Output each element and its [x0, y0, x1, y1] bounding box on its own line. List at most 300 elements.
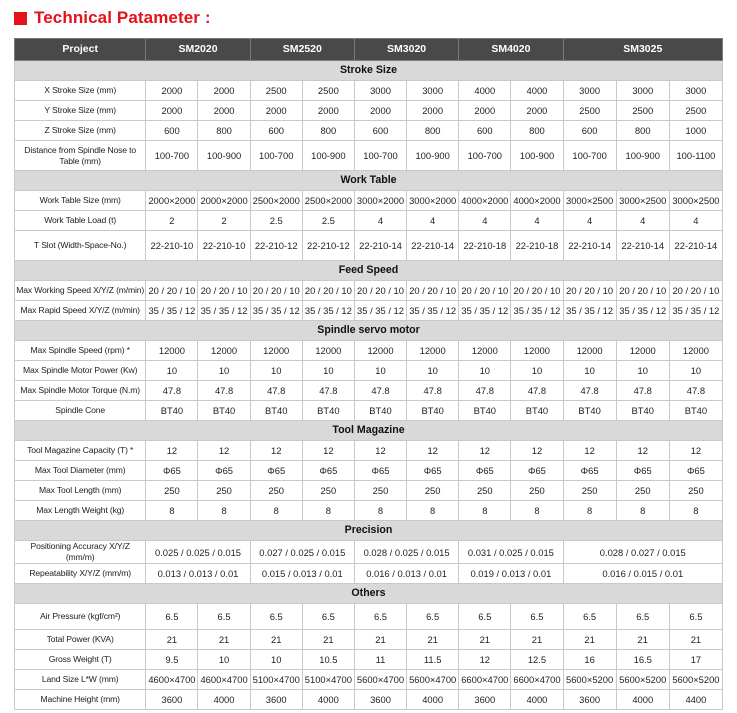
table-cell: 10 — [616, 361, 669, 381]
table-cell: 22-210-18 — [459, 231, 511, 261]
row-label: Max Working Speed X/Y/Z (m/min) — [15, 281, 146, 301]
table-cell: 4600×4700 — [198, 670, 250, 690]
table-cell: 22-210-18 — [511, 231, 563, 261]
table-cell: 8 — [198, 501, 250, 521]
row-label: X Stroke Size (mm) — [15, 81, 146, 101]
section-title: Others — [15, 584, 723, 604]
table-cell: 22-210-14 — [563, 231, 616, 261]
table-cell: 35 / 35 / 12 — [459, 301, 511, 321]
section-header-row — [15, 261, 723, 281]
table-cell: Φ65 — [407, 461, 459, 481]
table-cell: 3600 — [250, 690, 302, 710]
table-cell: 21 — [250, 630, 302, 650]
table-row — [15, 141, 723, 171]
table-cell: 21 — [563, 630, 616, 650]
table-cell: 10 — [563, 361, 616, 381]
table-cell: 22-210-14 — [669, 231, 722, 261]
table-cell: Φ65 — [146, 461, 198, 481]
table-cell: 47.8 — [146, 381, 198, 401]
table-cell: 16 — [563, 650, 616, 670]
table-cell: 5600×4700 — [407, 670, 459, 690]
table-cell: 250 — [302, 481, 354, 501]
table-cell: 21 — [616, 630, 669, 650]
table-row — [15, 191, 723, 211]
table-cell: 12 — [250, 441, 302, 461]
table-cell: 20 / 20 / 10 — [250, 281, 302, 301]
table-cell: 3600 — [146, 690, 198, 710]
table-cell: Φ65 — [563, 461, 616, 481]
table-header — [15, 39, 723, 61]
table-cell: 20 / 20 / 10 — [407, 281, 459, 301]
table-cell: 0.015 / 0.013 / 0.01 — [250, 564, 354, 584]
table-cell: 47.8 — [354, 381, 406, 401]
table-cell: 0.025 / 0.025 / 0.015 — [146, 541, 250, 564]
table-cell: 20 / 20 / 10 — [354, 281, 406, 301]
table-cell: 21 — [669, 630, 722, 650]
table-cell: 3000×2500 — [563, 191, 616, 211]
table-cell: Φ65 — [354, 461, 406, 481]
table-cell: 22-210-10 — [146, 231, 198, 261]
table-row — [15, 541, 723, 564]
table-cell: 600 — [146, 121, 198, 141]
table-row — [15, 650, 723, 670]
table-cell: 6.5 — [302, 604, 354, 630]
section-title: Spindle servo motor — [15, 321, 723, 341]
table-cell: 6600×4700 — [459, 670, 511, 690]
table-cell: 4 — [407, 211, 459, 231]
table-cell: 100-900 — [616, 141, 669, 171]
table-cell: 250 — [669, 481, 722, 501]
table-row — [15, 341, 723, 361]
table-row — [15, 604, 723, 630]
table-cell: 8 — [511, 501, 563, 521]
table-cell: 47.8 — [511, 381, 563, 401]
table-cell: 5600×5200 — [563, 670, 616, 690]
table-cell: BT40 — [407, 401, 459, 421]
table-cell: 2500 — [616, 101, 669, 121]
table-cell: 100-900 — [511, 141, 563, 171]
table-cell: 22-210-12 — [302, 231, 354, 261]
table-cell: 100-700 — [459, 141, 511, 171]
table-cell: 20 / 20 / 10 — [669, 281, 722, 301]
table-cell: 5600×5200 — [616, 670, 669, 690]
table-cell: Φ65 — [511, 461, 563, 481]
table-cell: 100-700 — [250, 141, 302, 171]
row-label: Max Spindle Motor Power (Kw) — [15, 361, 146, 381]
table-cell: 4000 — [511, 690, 563, 710]
table-cell: 47.8 — [563, 381, 616, 401]
table-cell: 3000×2000 — [354, 191, 406, 211]
table-cell: 47.8 — [459, 381, 511, 401]
table-cell: 0.016 / 0.013 / 0.01 — [354, 564, 458, 584]
table-cell: 6.5 — [354, 604, 406, 630]
table-cell: 47.8 — [302, 381, 354, 401]
table-cell: 5600×5200 — [669, 670, 722, 690]
table-cell: 6.5 — [669, 604, 722, 630]
table-row — [15, 630, 723, 650]
row-label: Max Spindle Motor Torque (N.m) — [15, 381, 146, 401]
table-row — [15, 564, 723, 584]
table-cell: 10 — [354, 361, 406, 381]
table-cell: 3000 — [354, 81, 406, 101]
table-cell: 20 / 20 / 10 — [616, 281, 669, 301]
section-title: Work Table — [15, 171, 723, 191]
table-cell: 250 — [511, 481, 563, 501]
table-cell: 3000 — [616, 81, 669, 101]
table-row — [15, 381, 723, 401]
table-cell: 2000 — [198, 101, 250, 121]
table-row — [15, 401, 723, 421]
table-cell: 6.5 — [616, 604, 669, 630]
red-square-icon — [14, 12, 27, 25]
table-cell: 35 / 35 / 12 — [250, 301, 302, 321]
table-row — [15, 690, 723, 710]
table-cell: 12000 — [146, 341, 198, 361]
table-cell: 600 — [459, 121, 511, 141]
table-cell: 12000 — [511, 341, 563, 361]
table-cell: 20 / 20 / 10 — [459, 281, 511, 301]
table-cell: 4 — [459, 211, 511, 231]
table-cell: 6.5 — [511, 604, 563, 630]
table-cell: 4 — [669, 211, 722, 231]
table-cell: 12000 — [669, 341, 722, 361]
table-cell: 12000 — [198, 341, 250, 361]
table-cell: 2000 — [459, 101, 511, 121]
table-cell: 8 — [616, 501, 669, 521]
table-cell: Φ65 — [302, 461, 354, 481]
table-cell: 12.5 — [511, 650, 563, 670]
table-cell: 8 — [146, 501, 198, 521]
table-cell: 2.5 — [250, 211, 302, 231]
table-cell: 35 / 35 / 12 — [198, 301, 250, 321]
table-cell: 1000 — [669, 121, 722, 141]
section-header-row — [15, 321, 723, 341]
table-cell: BT40 — [250, 401, 302, 421]
table-cell: BT40 — [354, 401, 406, 421]
table-row — [15, 361, 723, 381]
row-label: Tool Magazine Capacity (T) * — [15, 441, 146, 461]
table-cell: 0.028 / 0.025 / 0.015 — [354, 541, 458, 564]
table-cell: 4000 — [459, 81, 511, 101]
table-cell: 20 / 20 / 10 — [563, 281, 616, 301]
table-cell: 22-210-10 — [198, 231, 250, 261]
row-label: Max Spindle Speed (rpm) * — [15, 341, 146, 361]
heading-title: Technical Patameter : — [34, 8, 211, 27]
table-cell: 35 / 35 / 12 — [302, 301, 354, 321]
table-cell: 250 — [198, 481, 250, 501]
table-cell: 20 / 20 / 10 — [146, 281, 198, 301]
table-row — [15, 81, 723, 101]
table-cell: BT40 — [616, 401, 669, 421]
model-header: SM3025 — [563, 39, 722, 61]
spec-table — [14, 38, 723, 710]
table-cell: 0.016 / 0.015 / 0.01 — [563, 564, 722, 584]
row-label: Max Tool Diameter (mm) — [15, 461, 146, 481]
table-cell: 800 — [198, 121, 250, 141]
row-label: Work Table Size (mm) — [15, 191, 146, 211]
row-label: Max Length Weight (kg) — [15, 501, 146, 521]
table-cell: 250 — [354, 481, 406, 501]
table-row — [15, 211, 723, 231]
table-cell: 12000 — [459, 341, 511, 361]
project-header: Project — [15, 39, 146, 61]
table-cell: 250 — [459, 481, 511, 501]
table-cell: 10.5 — [302, 650, 354, 670]
table-cell: 4 — [616, 211, 669, 231]
table-cell: 100-1100 — [669, 141, 722, 171]
row-label: Total Power (KVA) — [15, 630, 146, 650]
table-cell: 2000 — [250, 101, 302, 121]
section-title: Tool Magazine — [15, 421, 723, 441]
row-label: Z Stroke Size (mm) — [15, 121, 146, 141]
table-cell: 22-210-12 — [250, 231, 302, 261]
table-cell: 100-900 — [198, 141, 250, 171]
table-cell: 2000 — [354, 101, 406, 121]
table-cell: 35 / 35 / 12 — [354, 301, 406, 321]
table-cell: 2 — [198, 211, 250, 231]
table-cell: 12 — [459, 650, 511, 670]
table-cell: BT40 — [511, 401, 563, 421]
table-cell: BT40 — [198, 401, 250, 421]
table-cell: 4400 — [669, 690, 722, 710]
table-cell: 4600×4700 — [146, 670, 198, 690]
section-header-row — [15, 171, 723, 191]
table-cell: 250 — [250, 481, 302, 501]
table-cell: 35 / 35 / 12 — [616, 301, 669, 321]
row-label: Gross Weight (T) — [15, 650, 146, 670]
table-cell: 4000×2000 — [459, 191, 511, 211]
table-row — [15, 281, 723, 301]
table-cell: 600 — [354, 121, 406, 141]
table-cell: 35 / 35 / 12 — [669, 301, 722, 321]
table-cell: 800 — [302, 121, 354, 141]
table-cell: 11 — [354, 650, 406, 670]
table-cell: 21 — [511, 630, 563, 650]
table-cell: 10 — [459, 361, 511, 381]
table-cell: 21 — [459, 630, 511, 650]
table-row — [15, 461, 723, 481]
table-cell: 6600×4700 — [511, 670, 563, 690]
table-cell: 3000×2500 — [669, 191, 722, 211]
table-cell: 2500 — [563, 101, 616, 121]
table-cell: 2500 — [669, 101, 722, 121]
table-cell: 35 / 35 / 12 — [407, 301, 459, 321]
table-cell: 4000 — [302, 690, 354, 710]
table-cell: 2.5 — [302, 211, 354, 231]
table-cell: 4000 — [407, 690, 459, 710]
table-cell: 4 — [354, 211, 406, 231]
table-cell: 20 / 20 / 10 — [302, 281, 354, 301]
table-cell: 3000 — [407, 81, 459, 101]
table-cell: 3600 — [459, 690, 511, 710]
table-cell: 12 — [669, 441, 722, 461]
table-cell: 4000 — [511, 81, 563, 101]
table-cell: 12 — [302, 441, 354, 461]
table-row — [15, 670, 723, 690]
row-label: Air Pressure (kgf/cm²) — [15, 604, 146, 630]
table-cell: 250 — [616, 481, 669, 501]
table-cell: 10 — [198, 361, 250, 381]
table-cell: 2000 — [302, 101, 354, 121]
row-label: Spindle Cone — [15, 401, 146, 421]
table-cell: 22-210-14 — [616, 231, 669, 261]
table-cell: 6.5 — [250, 604, 302, 630]
table-cell: 3000×2500 — [616, 191, 669, 211]
table-cell: 4 — [511, 211, 563, 231]
table-cell: 21 — [354, 630, 406, 650]
table-cell: 21 — [407, 630, 459, 650]
table-cell: 22-210-14 — [354, 231, 406, 261]
table-cell: 6.5 — [459, 604, 511, 630]
table-cell: 47.8 — [616, 381, 669, 401]
table-cell: BT40 — [302, 401, 354, 421]
table-cell: Φ65 — [616, 461, 669, 481]
table-cell: 600 — [563, 121, 616, 141]
table-cell: 800 — [511, 121, 563, 141]
table-cell: 250 — [407, 481, 459, 501]
section-header-row — [15, 61, 723, 81]
model-header: SM4020 — [459, 39, 563, 61]
table-cell: 800 — [616, 121, 669, 141]
table-cell: 2500 — [250, 81, 302, 101]
table-row — [15, 121, 723, 141]
row-label: Machine Height (mm) — [15, 690, 146, 710]
table-cell: BT40 — [146, 401, 198, 421]
table-cell: 20 / 20 / 10 — [198, 281, 250, 301]
table-cell: 8 — [669, 501, 722, 521]
table-row — [15, 501, 723, 521]
table-cell: 3600 — [354, 690, 406, 710]
table-row — [15, 301, 723, 321]
table-row — [15, 231, 723, 261]
table-cell: 600 — [250, 121, 302, 141]
table-cell: 4 — [563, 211, 616, 231]
table-cell: 12000 — [250, 341, 302, 361]
table-cell: 0.019 / 0.013 / 0.01 — [459, 564, 563, 584]
table-cell: 12000 — [407, 341, 459, 361]
table-cell: 6.5 — [407, 604, 459, 630]
table-cell: 12000 — [354, 341, 406, 361]
table-cell: 100-700 — [354, 141, 406, 171]
table-cell: 12 — [616, 441, 669, 461]
row-label: Land Size L*W (mm) — [15, 670, 146, 690]
table-cell: 0.013 / 0.013 / 0.01 — [146, 564, 250, 584]
table-cell: 12 — [198, 441, 250, 461]
table-cell: 2000×2000 — [198, 191, 250, 211]
table-cell: 12000 — [616, 341, 669, 361]
table-cell: 8 — [302, 501, 354, 521]
table-cell: 2000 — [146, 81, 198, 101]
table-cell: 2500 — [302, 81, 354, 101]
section-title: Precision — [15, 521, 723, 541]
table-cell: 10 — [198, 650, 250, 670]
table-cell: 800 — [407, 121, 459, 141]
table-cell: 4000 — [616, 690, 669, 710]
table-cell: 10 — [669, 361, 722, 381]
table-cell: 100-700 — [146, 141, 198, 171]
table-cell: 5600×4700 — [354, 670, 406, 690]
row-label: Y Stroke Size (mm) — [15, 101, 146, 121]
table-cell: 16.5 — [616, 650, 669, 670]
table-cell: 5100×4700 — [250, 670, 302, 690]
table-cell: 3000×2000 — [407, 191, 459, 211]
table-cell: 6.5 — [563, 604, 616, 630]
section-header-row — [15, 421, 723, 441]
table-cell: 22-210-14 — [407, 231, 459, 261]
section-title: Feed Speed — [15, 261, 723, 281]
table-cell: 6.5 — [198, 604, 250, 630]
table-cell: 2 — [146, 211, 198, 231]
table-cell: 35 / 35 / 12 — [146, 301, 198, 321]
table-cell: 35 / 35 / 12 — [563, 301, 616, 321]
table-cell: 4000×2000 — [511, 191, 563, 211]
table-body — [15, 61, 723, 710]
model-header: SM3020 — [354, 39, 458, 61]
table-cell: 10 — [146, 361, 198, 381]
table-cell: 100-700 — [563, 141, 616, 171]
table-cell: 47.8 — [250, 381, 302, 401]
table-cell: 0.027 / 0.025 / 0.015 — [250, 541, 354, 564]
table-cell: 8 — [250, 501, 302, 521]
table-cell: BT40 — [669, 401, 722, 421]
section-header-row — [15, 584, 723, 604]
table-cell: 35 / 35 / 12 — [511, 301, 563, 321]
table-cell: 3000 — [563, 81, 616, 101]
table-cell: Φ65 — [250, 461, 302, 481]
table-cell: 5100×4700 — [302, 670, 354, 690]
table-cell: 3000 — [669, 81, 722, 101]
table-cell: 17 — [669, 650, 722, 670]
table-cell: Φ65 — [459, 461, 511, 481]
table-cell: 100-900 — [407, 141, 459, 171]
section-title: Stroke Size — [15, 61, 723, 81]
table-row — [15, 481, 723, 501]
table-cell: 21 — [146, 630, 198, 650]
table-cell: 10 — [250, 361, 302, 381]
table-cell: 12 — [511, 441, 563, 461]
table-cell: Φ65 — [198, 461, 250, 481]
model-header: SM2520 — [250, 39, 354, 61]
table-cell: 4000 — [198, 690, 250, 710]
table-cell: 47.8 — [407, 381, 459, 401]
table-cell: 12000 — [302, 341, 354, 361]
table-cell: 100-900 — [302, 141, 354, 171]
page-heading — [14, 6, 211, 30]
table-cell: 0.031 / 0.025 / 0.015 — [459, 541, 563, 564]
table-cell: BT40 — [459, 401, 511, 421]
table-cell: 12 — [354, 441, 406, 461]
table-cell: 10 — [511, 361, 563, 381]
table-cell: Φ65 — [669, 461, 722, 481]
table-cell: 9.5 — [146, 650, 198, 670]
table-cell: 8 — [459, 501, 511, 521]
row-label: Repeatability X/Y/Z (mm/m) — [15, 564, 146, 584]
row-label: T Slot (Width-Space-No.) — [15, 231, 146, 261]
table-cell: 47.8 — [198, 381, 250, 401]
table-cell: 10 — [250, 650, 302, 670]
row-label: Max Rapid Speed X/Y/Z (m/min) — [15, 301, 146, 321]
table-cell: 0.028 / 0.027 / 0.015 — [563, 541, 722, 564]
table-cell: 2000 — [407, 101, 459, 121]
table-cell: 12 — [563, 441, 616, 461]
table-cell: 47.8 — [669, 381, 722, 401]
table-cell: 12000 — [563, 341, 616, 361]
table-cell: 6.5 — [146, 604, 198, 630]
table-cell: 2500×2000 — [302, 191, 354, 211]
section-header-row — [15, 521, 723, 541]
header-row — [15, 39, 723, 61]
table-cell: 2000 — [146, 101, 198, 121]
